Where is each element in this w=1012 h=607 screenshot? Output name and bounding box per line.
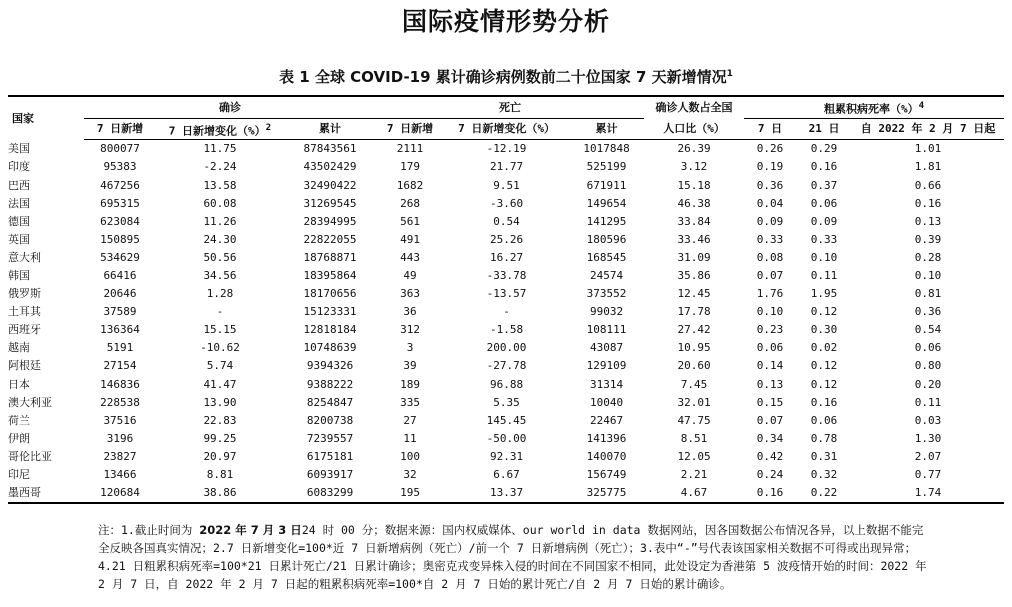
cell-c-new7: 3196 bbox=[106, 431, 134, 445]
cell-c-change: 22.83 bbox=[203, 413, 237, 427]
header-country: 国家 bbox=[8, 96, 84, 140]
cell-cfr21: 0.33 bbox=[810, 232, 838, 246]
cell-c-cum: 10748639 bbox=[303, 341, 357, 355]
cell-c-cum: 7239557 bbox=[306, 431, 354, 445]
cell-country: 伊朗 bbox=[8, 431, 30, 445]
cell-c-new7: 13466 bbox=[103, 468, 137, 482]
cell-c-new7: 800077 bbox=[100, 142, 140, 156]
cell-cfr21: 0.16 bbox=[810, 160, 838, 174]
cell-ratio: 12.05 bbox=[677, 449, 711, 463]
table-row bbox=[8, 484, 1004, 503]
cell-cfr-since: 1.30 bbox=[914, 431, 942, 445]
cell-c-cum: 6175181 bbox=[306, 449, 354, 463]
cell-d-cum: 141396 bbox=[586, 431, 627, 445]
cell-cfr-since: 0.06 bbox=[914, 341, 942, 355]
cell-country: 意大利 bbox=[8, 250, 41, 264]
cell-d-new7: 36 bbox=[403, 305, 417, 319]
cell-country: 澳大利亚 bbox=[8, 395, 52, 409]
cell-d-new7: 11 bbox=[403, 431, 417, 445]
cell-d-cum: 525199 bbox=[586, 160, 627, 174]
cell-c-new7: 27154 bbox=[103, 359, 137, 373]
cell-country: 德国 bbox=[8, 214, 30, 228]
cell-cfr7: 0.08 bbox=[756, 250, 784, 264]
cell-cfr7: 0.42 bbox=[756, 449, 784, 463]
cell-ratio: 7.45 bbox=[680, 377, 708, 391]
cell-c-cum: 9394326 bbox=[306, 359, 354, 373]
header-c-cum: 累计 bbox=[284, 118, 376, 140]
cell-d-change: 96.88 bbox=[489, 377, 524, 391]
cell-cfr-since: 0.20 bbox=[914, 377, 942, 391]
cell-cfr21: 1.95 bbox=[810, 287, 838, 301]
cell-cfr-since: 0.03 bbox=[914, 413, 942, 427]
cell-d-cum: 129109 bbox=[586, 359, 627, 373]
cell-cfr-since: 2.07 bbox=[914, 449, 942, 463]
cell-c-cum: 6083299 bbox=[284, 484, 376, 503]
cell-c-change: 34.56 bbox=[203, 269, 237, 283]
cell-c-change: 38.86 bbox=[156, 484, 284, 503]
cell-cfr-since: 0.54 bbox=[914, 323, 942, 337]
cell-cfr21: 0.78 bbox=[810, 431, 838, 445]
cell-c-change: 41.47 bbox=[203, 377, 237, 391]
cell-cfr7: 0.19 bbox=[756, 160, 784, 174]
cell-cfr7: 0.24 bbox=[756, 468, 784, 482]
cell-d-new7: 32 bbox=[403, 468, 417, 482]
footnote-cutoff: 2022 年 7 月 3 日 bbox=[199, 523, 302, 537]
cell-c-new7: 136364 bbox=[100, 323, 140, 337]
cell-d-new7: 3 bbox=[406, 341, 414, 355]
cell-c-new7: 228538 bbox=[100, 395, 140, 409]
cell-cfr-since: 0.66 bbox=[914, 178, 942, 192]
table-row bbox=[8, 213, 1004, 231]
cell-d-change: -33.78 bbox=[486, 269, 527, 283]
cell-cfr21: 0.09 bbox=[810, 214, 838, 228]
cell-c-cum: 22822055 bbox=[303, 232, 357, 246]
cell-ratio: 32.01 bbox=[677, 395, 711, 409]
cell-c-cum: 18395864 bbox=[303, 269, 357, 283]
cell-country: 印尼 bbox=[8, 468, 30, 482]
footnote-body: 24 时 00 分；数据来源：国内权威媒体、our world in data 数据网站，因各国数据公布情况各异，以上数据不能完全反映各国真实情况；2.7 日新增变化=100*近 7 日新增病例（死亡）/前一个 7 日新增病例（死亡）；3.表中“-”号代表该国家相关数据不可得或出现异常；4.21 日粗累积病死率=100*21 日累计死亡/21 日累计确诊；奥密克戎变异株入侵的时间在不同国家不相同，此处设定为香港第 5 波疫情开始的时间：2022 年 2 月 7 日，自 2022 年 2 月 7 日起的粗累积病死率=100*自 2 月 7 日始的累计死亡/自 2 月 7 日始的累计确诊。 bbox=[98, 523, 927, 591]
cell-c-change: 1.28 bbox=[206, 287, 234, 301]
cell-d-new7: 27 bbox=[403, 413, 417, 427]
cell-c-change: 24.30 bbox=[203, 232, 237, 246]
cell-d-cum: 373552 bbox=[586, 287, 627, 301]
cell-cfr7: 0.34 bbox=[756, 431, 784, 445]
cell-d-new7: 100 bbox=[400, 449, 420, 463]
cell-d-change: 9.51 bbox=[493, 178, 520, 192]
cell-ratio: 35.86 bbox=[677, 269, 711, 283]
cell-d-cum: 168545 bbox=[586, 250, 627, 264]
table-row bbox=[8, 376, 1004, 394]
cell-c-cum: 31269545 bbox=[303, 196, 357, 210]
cell-d-change: -27.78 bbox=[486, 359, 527, 373]
cell-d-new7: 189 bbox=[400, 377, 420, 391]
header-ratio: 确诊人数占全国 bbox=[644, 96, 744, 118]
cell-cfr21: 0.16 bbox=[810, 395, 838, 409]
cell-ratio: 46.38 bbox=[677, 196, 711, 210]
cell-c-cum: 12818184 bbox=[303, 323, 357, 337]
cell-d-cum: 43087 bbox=[589, 341, 624, 355]
cell-c-new7: 20646 bbox=[103, 287, 137, 301]
cell-cfr7: 0.04 bbox=[756, 196, 784, 210]
footnote-prefix: 注：1.截止时间为 bbox=[98, 523, 200, 537]
cell-d-cum: 149654 bbox=[586, 196, 627, 210]
cell-cfr-since: 1.81 bbox=[914, 160, 942, 174]
cell-c-new7: 146836 bbox=[100, 377, 140, 391]
table-row bbox=[8, 267, 1004, 285]
cell-country: 法国 bbox=[8, 196, 30, 210]
cell-country: 日本 bbox=[8, 377, 30, 391]
cell-country: 印度 bbox=[8, 160, 30, 174]
cell-d-change: -3.60 bbox=[489, 196, 524, 210]
cell-d-cum: 180596 bbox=[586, 232, 627, 246]
cell-cfr21: 0.12 bbox=[810, 359, 838, 373]
cell-c-cum: 8254847 bbox=[306, 395, 354, 409]
cell-c-change: - bbox=[216, 305, 224, 319]
cell-c-new7: 467256 bbox=[100, 178, 140, 192]
cell-ratio: 4.67 bbox=[644, 484, 744, 503]
table-row bbox=[8, 303, 1004, 321]
table-row bbox=[8, 285, 1004, 303]
cell-c-change: 8.81 bbox=[206, 468, 234, 482]
cell-ratio: 17.78 bbox=[677, 305, 711, 319]
cell-d-change: -12.19 bbox=[486, 142, 527, 156]
cell-d-change: 13.37 bbox=[444, 484, 569, 503]
cell-c-cum: 18768871 bbox=[303, 250, 357, 264]
header-c-change bbox=[156, 118, 284, 140]
table-row bbox=[8, 321, 1004, 339]
cell-cfr21: 0.02 bbox=[810, 341, 838, 355]
table-row bbox=[8, 412, 1004, 430]
cell-d-cum: 141295 bbox=[586, 214, 627, 228]
header-confirmed: 确诊 bbox=[84, 96, 376, 118]
cell-d-cum: 671911 bbox=[586, 178, 627, 192]
cell-d-new7: 39 bbox=[403, 359, 417, 373]
cell-c-change: 60.08 bbox=[203, 196, 237, 210]
cell-d-cum: 140070 bbox=[586, 449, 627, 463]
header-c-change-footnote: 2 bbox=[265, 121, 272, 133]
cell-ratio: 3.12 bbox=[680, 160, 708, 174]
cell-d-change: 200.00 bbox=[486, 341, 527, 355]
header-deaths: 死亡 bbox=[376, 96, 644, 118]
table-row bbox=[8, 158, 1004, 176]
cell-d-change: 21.77 bbox=[489, 160, 524, 174]
cell-c-change: 50.56 bbox=[203, 250, 237, 264]
header-c-new7: 7 日新增 bbox=[84, 118, 156, 140]
cell-d-cum: 99032 bbox=[589, 305, 624, 319]
table-row bbox=[8, 430, 1004, 448]
cell-cfr7: 0.07 bbox=[756, 413, 784, 427]
cell-cfr21: 0.22 bbox=[796, 484, 852, 503]
cell-cfr7: 0.33 bbox=[756, 232, 784, 246]
cell-c-cum: 18170656 bbox=[303, 287, 357, 301]
cell-ratio: 31.09 bbox=[677, 250, 711, 264]
cell-country: 越南 bbox=[8, 341, 30, 355]
cell-cfr-since: 0.36 bbox=[914, 305, 942, 319]
header-c-change-text: 7 日新增变化（%） bbox=[168, 124, 266, 138]
cell-c-new7: 534629 bbox=[100, 250, 140, 264]
cell-c-new7: 66416 bbox=[103, 269, 137, 283]
cell-c-cum: 43502429 bbox=[303, 160, 357, 174]
cell-c-cum: 87843561 bbox=[303, 142, 357, 156]
cell-ratio: 26.39 bbox=[677, 142, 711, 156]
cell-d-new7: 179 bbox=[400, 160, 420, 174]
cell-d-cum: 24574 bbox=[589, 269, 624, 283]
cell-d-change: 6.67 bbox=[493, 468, 520, 482]
cell-cfr7: 0.14 bbox=[756, 359, 784, 373]
page-title: 国际疫情形势分析 bbox=[401, 7, 610, 36]
cell-c-cum: 6093917 bbox=[306, 468, 354, 482]
cell-cfr7: 0.09 bbox=[756, 214, 784, 228]
cell-c-new7: 37589 bbox=[103, 305, 137, 319]
cell-d-new7: 561 bbox=[400, 214, 420, 228]
table-row bbox=[8, 466, 1004, 484]
cell-cfr7: 1.76 bbox=[756, 287, 784, 301]
cell-ratio: 33.84 bbox=[677, 214, 711, 228]
header-cfr-since: 自 2022 年 2 月 7 日起 bbox=[852, 118, 1004, 140]
cell-cfr21: 0.11 bbox=[810, 269, 838, 283]
cell-d-cum: 10040 bbox=[589, 395, 624, 409]
cell-cfr7: 0.26 bbox=[756, 142, 784, 156]
cell-cfr21: 0.32 bbox=[810, 468, 838, 482]
cell-d-cum: 156749 bbox=[586, 468, 627, 482]
cell-cfr7: 0.23 bbox=[756, 323, 784, 337]
cell-c-new7: 5191 bbox=[106, 341, 134, 355]
cell-cfr-since: 0.80 bbox=[914, 359, 942, 373]
header-cfr-text: 粗累积病死率（%） bbox=[823, 102, 919, 116]
table-row bbox=[8, 394, 1004, 412]
cell-d-change: -13.57 bbox=[486, 287, 527, 301]
cell-d-new7: 443 bbox=[400, 250, 420, 264]
cell-c-change: -2.24 bbox=[203, 160, 237, 174]
cell-cfr-since: 0.81 bbox=[914, 287, 942, 301]
cell-country: 土耳其 bbox=[8, 305, 41, 319]
table-row bbox=[8, 140, 1004, 159]
cell-d-change: - bbox=[503, 305, 510, 319]
cell-c-new7: 150895 bbox=[100, 232, 140, 246]
cell-cfr7: 0.10 bbox=[756, 305, 784, 319]
cell-d-change: 0.54 bbox=[493, 214, 520, 228]
cell-d-change: 145.45 bbox=[486, 413, 527, 427]
cell-country: 阿根廷 bbox=[8, 359, 41, 373]
cell-d-change: 16.27 bbox=[489, 250, 524, 264]
cell-c-change: 15.15 bbox=[203, 323, 237, 337]
cell-d-change: -50.00 bbox=[486, 431, 527, 445]
cell-ratio: 10.95 bbox=[677, 341, 711, 355]
cell-country: 荷兰 bbox=[8, 413, 30, 427]
header-d-change: 7 日新增变化（%） bbox=[444, 118, 569, 140]
cell-d-cum: 31314 bbox=[589, 377, 624, 391]
cell-c-new7: 37516 bbox=[103, 413, 137, 427]
cell-cfr21: 0.31 bbox=[810, 449, 838, 463]
cell-d-new7: 363 bbox=[400, 287, 420, 301]
cell-c-cum: 15123331 bbox=[303, 305, 357, 319]
cell-d-cum: 108111 bbox=[586, 323, 627, 337]
cell-cfr-since: 0.11 bbox=[914, 395, 942, 409]
cell-cfr-since: 0.39 bbox=[914, 232, 942, 246]
cell-c-new7: 695315 bbox=[100, 196, 140, 210]
header-row-groups bbox=[8, 96, 1004, 118]
cell-ratio: 33.46 bbox=[677, 232, 711, 246]
cell-cfr7: 0.07 bbox=[756, 269, 784, 283]
cell-cfr7: 0.16 bbox=[744, 484, 796, 503]
cell-cfr21: 0.10 bbox=[810, 250, 838, 264]
cell-d-cum: 325775 bbox=[569, 484, 644, 503]
cell-d-new7: 1682 bbox=[396, 178, 424, 192]
cell-c-cum: 8200738 bbox=[306, 413, 354, 427]
table-title-text: 表 1 全球 COVID-19 累计确诊病例数前二十位国家 7 天新增情况 bbox=[279, 68, 727, 86]
cell-c-new7: 623084 bbox=[100, 214, 140, 228]
cell-ratio: 8.51 bbox=[680, 431, 708, 445]
cell-country: 俄罗斯 bbox=[8, 287, 41, 301]
cell-cfr-since: 0.28 bbox=[914, 250, 942, 264]
cell-cfr-since: 0.13 bbox=[914, 214, 942, 228]
header-cfr-21: 21 日 bbox=[796, 118, 852, 140]
cell-cfr7: 0.36 bbox=[756, 178, 784, 192]
cell-c-change: 13.90 bbox=[203, 395, 237, 409]
cell-country: 哥伦比亚 bbox=[8, 449, 52, 463]
cell-country: 巴西 bbox=[8, 178, 30, 192]
cell-country: 墨西哥 bbox=[8, 484, 84, 503]
table-title bbox=[0, 66, 1012, 87]
cell-ratio: 2.21 bbox=[680, 468, 708, 482]
cell-d-new7: 195 bbox=[376, 484, 444, 503]
cell-c-cum: 28394995 bbox=[303, 214, 357, 228]
cell-d-new7: 49 bbox=[403, 269, 417, 283]
table-row bbox=[8, 448, 1004, 466]
cell-ratio: 15.18 bbox=[677, 178, 711, 192]
header-d-new7: 7 日新增 bbox=[376, 118, 444, 140]
cell-c-change: 20.97 bbox=[203, 449, 237, 463]
cell-cfr7: 0.06 bbox=[756, 341, 784, 355]
header-d-cum: 累计 bbox=[569, 118, 644, 140]
cell-c-new7: 23827 bbox=[103, 449, 137, 463]
cell-cfr21: 0.12 bbox=[810, 377, 838, 391]
cell-cfr21: 0.37 bbox=[810, 178, 838, 192]
cell-ratio: 20.60 bbox=[677, 359, 711, 373]
cell-cfr-since: 1.01 bbox=[914, 142, 942, 156]
header-cfr-7: 7 日 bbox=[744, 118, 796, 140]
cell-c-change: 99.25 bbox=[203, 431, 237, 445]
cell-ratio: 27.42 bbox=[677, 323, 711, 337]
cell-d-new7: 335 bbox=[400, 395, 420, 409]
cell-cfr-since: 0.77 bbox=[914, 468, 942, 482]
cell-d-new7: 268 bbox=[400, 196, 420, 210]
cell-d-change: -1.58 bbox=[489, 323, 524, 337]
table-row bbox=[8, 231, 1004, 249]
cell-c-cum: 32490422 bbox=[303, 178, 357, 192]
cell-cfr7: 0.13 bbox=[756, 377, 784, 391]
cell-cfr-since: 0.10 bbox=[914, 269, 942, 283]
cell-c-change: 13.58 bbox=[203, 178, 237, 192]
cell-country: 美国 bbox=[8, 142, 30, 156]
cell-d-new7: 312 bbox=[400, 323, 420, 337]
cell-country: 韩国 bbox=[8, 269, 30, 283]
header-row-columns bbox=[8, 118, 1004, 140]
table-row bbox=[8, 357, 1004, 375]
cell-cfr21: 0.06 bbox=[810, 413, 838, 427]
table-row bbox=[8, 195, 1004, 213]
cell-c-change: 11.75 bbox=[203, 142, 237, 156]
cell-ratio: 12.45 bbox=[677, 287, 711, 301]
covid-table bbox=[8, 95, 1004, 504]
table-body bbox=[8, 140, 1004, 503]
cell-cfr21: 0.30 bbox=[810, 323, 838, 337]
cell-d-new7: 491 bbox=[400, 232, 420, 246]
cell-c-change: 5.74 bbox=[206, 359, 234, 373]
header-cfr bbox=[744, 96, 1004, 118]
cell-d-cum: 22467 bbox=[589, 413, 624, 427]
cell-d-cum: 1017848 bbox=[583, 142, 630, 156]
table-row bbox=[8, 177, 1004, 195]
header-ratio-sub: 人口比（%） bbox=[644, 118, 744, 140]
cell-c-cum: 9388222 bbox=[306, 377, 354, 391]
cell-cfr21: 0.29 bbox=[810, 142, 838, 156]
table-row bbox=[8, 249, 1004, 267]
cell-c-new7: 120684 bbox=[84, 484, 156, 503]
header-cfr-footnote: 4 bbox=[918, 100, 925, 111]
footnote bbox=[98, 521, 928, 593]
table-row bbox=[8, 339, 1004, 357]
cell-c-change: -10.62 bbox=[200, 341, 240, 355]
cell-d-new7: 2111 bbox=[396, 142, 424, 156]
cell-country: 西班牙 bbox=[8, 323, 41, 337]
cell-ratio: 47.75 bbox=[677, 413, 711, 427]
cell-c-new7: 95383 bbox=[103, 160, 137, 174]
table-title-footnote: 1 bbox=[726, 69, 733, 79]
cell-c-change: 11.26 bbox=[203, 214, 237, 228]
cell-cfr-since: 1.74 bbox=[852, 484, 1004, 503]
cell-cfr-since: 0.16 bbox=[914, 196, 942, 210]
cell-cfr21: 0.12 bbox=[810, 305, 838, 319]
cell-cfr7: 0.15 bbox=[756, 395, 784, 409]
cell-d-change: 92.31 bbox=[489, 449, 524, 463]
cell-cfr21: 0.06 bbox=[810, 196, 838, 210]
cell-d-change: 25.26 bbox=[489, 232, 524, 246]
cell-d-change: 5.35 bbox=[493, 395, 520, 409]
cell-country: 英国 bbox=[8, 232, 30, 246]
